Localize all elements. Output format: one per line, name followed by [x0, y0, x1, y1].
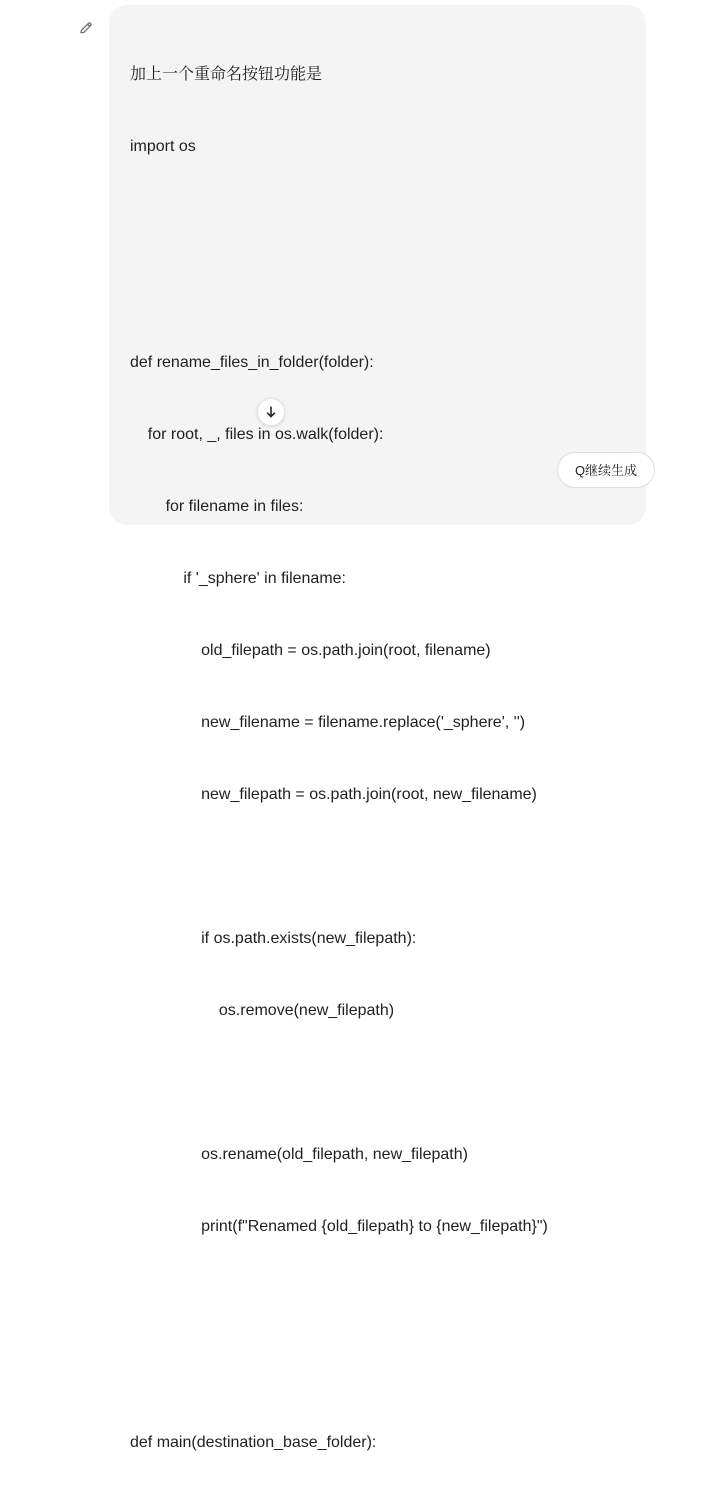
- message-line: def rename_files_in_folder(folder):: [130, 354, 374, 371]
- continue-generating-button[interactable]: [557, 452, 655, 488]
- message-line: new_filepath = os.path.join(root, new_filename): [130, 786, 537, 803]
- message-line: [130, 207, 635, 231]
- message-line: print(f"Renamed {old_filepath} to {new_filepath}"): [130, 1218, 548, 1235]
- message-line: new_filename = filename.replace('_sphere', ''): [130, 714, 526, 731]
- message-line: [130, 1359, 635, 1383]
- message-line: os.rename(old_filepath, new_filepath): [130, 1146, 468, 1163]
- message-line: os.remove(new_filepath): [130, 1002, 395, 1019]
- message-line: def main(destination_base_folder):: [130, 1434, 377, 1451]
- message-line: import os: [130, 138, 196, 155]
- message-line: old_filepath = os.path.join(root, filename): [130, 642, 491, 659]
- continue-generating-label: Q继续生成: [574, 462, 638, 478]
- message-line: [130, 1287, 635, 1311]
- message-line: for root, _, files in os.walk(folder):: [130, 426, 384, 443]
- scroll-down-button[interactable]: [257, 398, 285, 426]
- edit-message-button[interactable]: [77, 19, 95, 37]
- pencil-icon: [78, 20, 94, 36]
- message-line: [130, 855, 635, 879]
- message-line: for filename in files:: [130, 498, 304, 515]
- message-line: [130, 1071, 635, 1095]
- user-message-text: [130, 15, 638, 1503]
- message-line: if '_sphere' in filename:: [130, 570, 346, 587]
- message-line: if os.path.exists(new_filepath):: [130, 930, 417, 947]
- message-line: 加上一个重命名按钮功能是: [130, 66, 323, 83]
- arrow-down-icon: [264, 405, 278, 419]
- message-line: [130, 279, 635, 303]
